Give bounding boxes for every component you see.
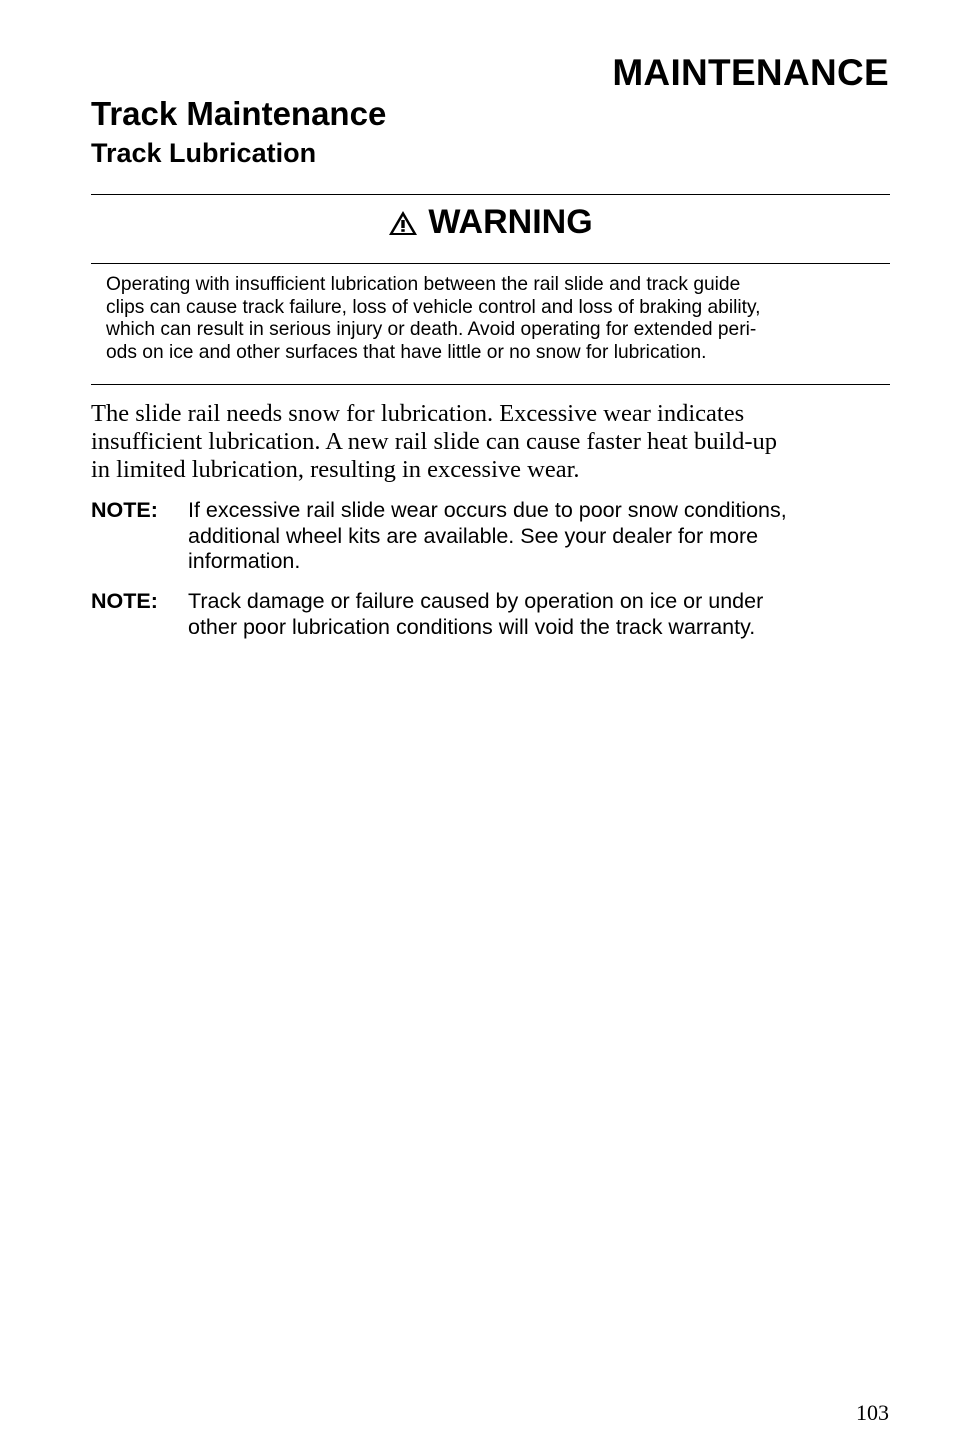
note-text (188, 589, 891, 640)
warning-text (106, 274, 884, 364)
note-line: additional wheel kits are available. See your dealer for more (188, 523, 759, 548)
body-line: insufficient lubrication. A new rail slide can cause faster heat build-up (91, 428, 778, 455)
note-label: NOTE: (91, 498, 158, 522)
warning-line: Operating with insufficient lubrication between the rail slide and track guide (106, 274, 741, 295)
warning-line: which can result in serious injury or death. Avoid operating for extended peri- (106, 319, 757, 340)
note-2 (91, 589, 891, 640)
note-line: If excessive rail slide wear occurs due to poor snow conditions, (188, 498, 787, 522)
warning-heading (91, 203, 890, 242)
body-line: in limited lubrication, resulting in excessive wear. (91, 456, 580, 483)
warning-bottom-rule (91, 384, 890, 385)
page-number: 103 (856, 1400, 889, 1425)
section-title: Track Maintenance (91, 95, 387, 132)
note-line: Track damage or failure caused by operation on ice or under (188, 589, 764, 613)
subsection-title: Track Lubrication (91, 138, 317, 168)
note-text (188, 498, 891, 575)
warning-line: clips can cause track failure, loss of vehicle control and loss of braking ability, (106, 296, 761, 318)
warning-line: ods on ice and other surfaces that have little or no snow for lubrication. (106, 341, 707, 363)
body-line: The slide rail needs snow for lubrication. Excessive wear indicates (91, 400, 745, 427)
warning-top-rule (91, 194, 890, 195)
warning-heading-label: WARNING (428, 203, 593, 241)
body-paragraph (91, 400, 891, 484)
chapter-title: MAINTENANCE (612, 52, 889, 93)
note-label: NOTE: (91, 589, 158, 613)
note-1 (91, 498, 891, 575)
note-line: other poor lubrication conditions will void the track warranty. (188, 614, 756, 639)
warning-divider-rule (91, 263, 890, 264)
warning-triangle-icon (388, 210, 418, 236)
note-line: information. (188, 549, 301, 573)
